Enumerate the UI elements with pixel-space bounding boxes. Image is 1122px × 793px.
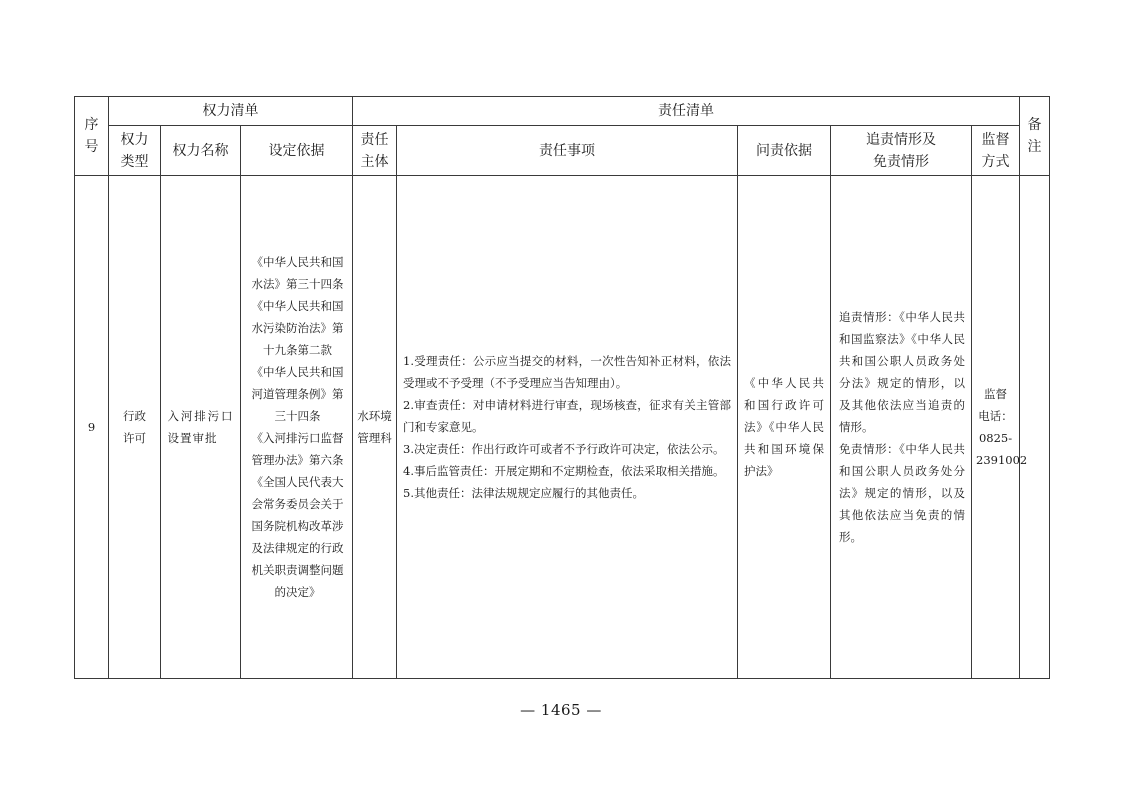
header-power-type xyxy=(109,126,161,176)
legal-basis-line: 十九条第二款 xyxy=(263,343,332,357)
table-row xyxy=(75,176,1050,679)
legal-basis-line: 《全国人民代表大 xyxy=(251,475,344,489)
responsibility-item: 2.审查责任：对申请材料进行审查，现场核查，征求有关主管部门和专家意见。 xyxy=(403,398,731,434)
legal-basis-line: 《中华人民共和国 xyxy=(251,365,344,379)
header-power-type-label: 权力类型 xyxy=(120,131,149,170)
row-accountability-basis xyxy=(738,176,831,679)
legal-basis-line: 三十四条 xyxy=(274,409,321,423)
header-responsibility-list: 责任清单 xyxy=(353,97,1020,126)
row-responsible-subject xyxy=(353,176,397,679)
responsibility-table xyxy=(74,96,1050,679)
header-accountability-basis: 问责依据 xyxy=(738,126,831,176)
row-power-type xyxy=(109,176,161,679)
legal-basis-line: 《中华人民共和国 xyxy=(251,255,344,269)
responsibility-item: 5.其他责任：法律法规规定应履行的其他责任。 xyxy=(403,486,644,500)
header-seq-label: 序号 xyxy=(84,117,99,155)
responsibility-item: 1.受理责任：公示应当提交的材料，一次性告知补正材料，依法受理或不予受理（不予受理应当告知理由）。 xyxy=(403,354,731,390)
legal-basis-list xyxy=(241,251,352,603)
header-pursuit-exemption-label: 追责情形及免责情形 xyxy=(866,131,936,170)
pursuit-exemption-item: 追责情形：《中华人民共和国监察法》《中华人民共和国公职人员政务处分法》规定的情形，以及其他依法应当追责的情形。 xyxy=(839,310,965,434)
header-responsible-subject-label: 责任主体 xyxy=(360,131,389,170)
legal-basis-line: 《中华人民共和国 xyxy=(251,299,344,313)
supervision-line: 监督 xyxy=(984,387,1008,401)
header-supervision-method-label: 监督方式 xyxy=(981,131,1010,170)
header-power-list: 权力清单 xyxy=(109,97,353,126)
header-pursuit-exemption xyxy=(831,126,972,176)
row-supervision-method xyxy=(972,176,1028,679)
row-seq: 9 xyxy=(75,176,109,679)
row-responsible-subject-text: 水环境管理科 xyxy=(357,409,392,445)
legal-basis-line: 水法》第三十四条 xyxy=(251,277,344,291)
legal-basis-line: 的决定》 xyxy=(274,585,321,599)
supervision-method-list xyxy=(972,383,1028,471)
accountability-basis-text: 《中华人民共和国行政许可法》《中华人民共和国环境保护法》 xyxy=(744,376,824,478)
legal-basis-line: 《入河排污口监督 xyxy=(251,431,344,445)
row-power-type-text: 行政许可 xyxy=(123,409,146,445)
row-legal-basis xyxy=(241,176,353,679)
header-seq xyxy=(75,97,109,176)
row-responsibility-items xyxy=(397,176,738,679)
legal-basis-line: 管理办法》第六条 xyxy=(251,453,344,467)
pursuit-exemption-item: 免责情形：《中华人民共和国公职人员政务处分法》规定的情形，以及其他依法应当免责的情形。 xyxy=(839,442,965,544)
supervision-line: 电话： xyxy=(978,409,1013,423)
pursuit-exemption-list xyxy=(831,306,971,548)
header-legal-basis: 设定依据 xyxy=(241,126,353,176)
legal-basis-line: 会常务委员会关于 xyxy=(251,497,344,511)
legal-basis-line: 国务院机构改革涉 xyxy=(251,519,344,533)
header-remarks xyxy=(1020,97,1050,176)
row-remarks xyxy=(1020,176,1050,679)
legal-basis-line: 机关职责调整问题 xyxy=(251,563,344,577)
supervision-line: 0825- xyxy=(978,431,1013,445)
header-remarks-label: 备注 xyxy=(1027,117,1042,155)
header-responsible-subject xyxy=(353,126,397,176)
header-responsibility-items: 责任事项 xyxy=(397,126,738,176)
responsibility-item: 3.决定责任：作出行政许可或者不予行政许可决定，依法公示。 xyxy=(403,442,725,456)
legal-basis-line: 及法律规定的行政 xyxy=(251,541,344,555)
responsibility-item: 4.事后监管责任：开展定期和不定期检查，依法采取相关措施。 xyxy=(403,464,725,478)
row-pursuit-exemption xyxy=(831,176,972,679)
row-power-name-text: 入河排污口设置审批 xyxy=(167,409,234,445)
page-number: — 1465 — xyxy=(520,701,602,719)
legal-basis-line: 河道管理条例》第 xyxy=(251,387,344,401)
header-power-name: 权力名称 xyxy=(161,126,241,176)
supervision-line: 2391002 xyxy=(976,453,1028,467)
row-power-name xyxy=(161,176,241,679)
responsibility-items-list xyxy=(397,350,737,504)
legal-basis-line: 水污染防治法》第 xyxy=(251,321,344,335)
header-supervision-method xyxy=(972,126,1020,176)
